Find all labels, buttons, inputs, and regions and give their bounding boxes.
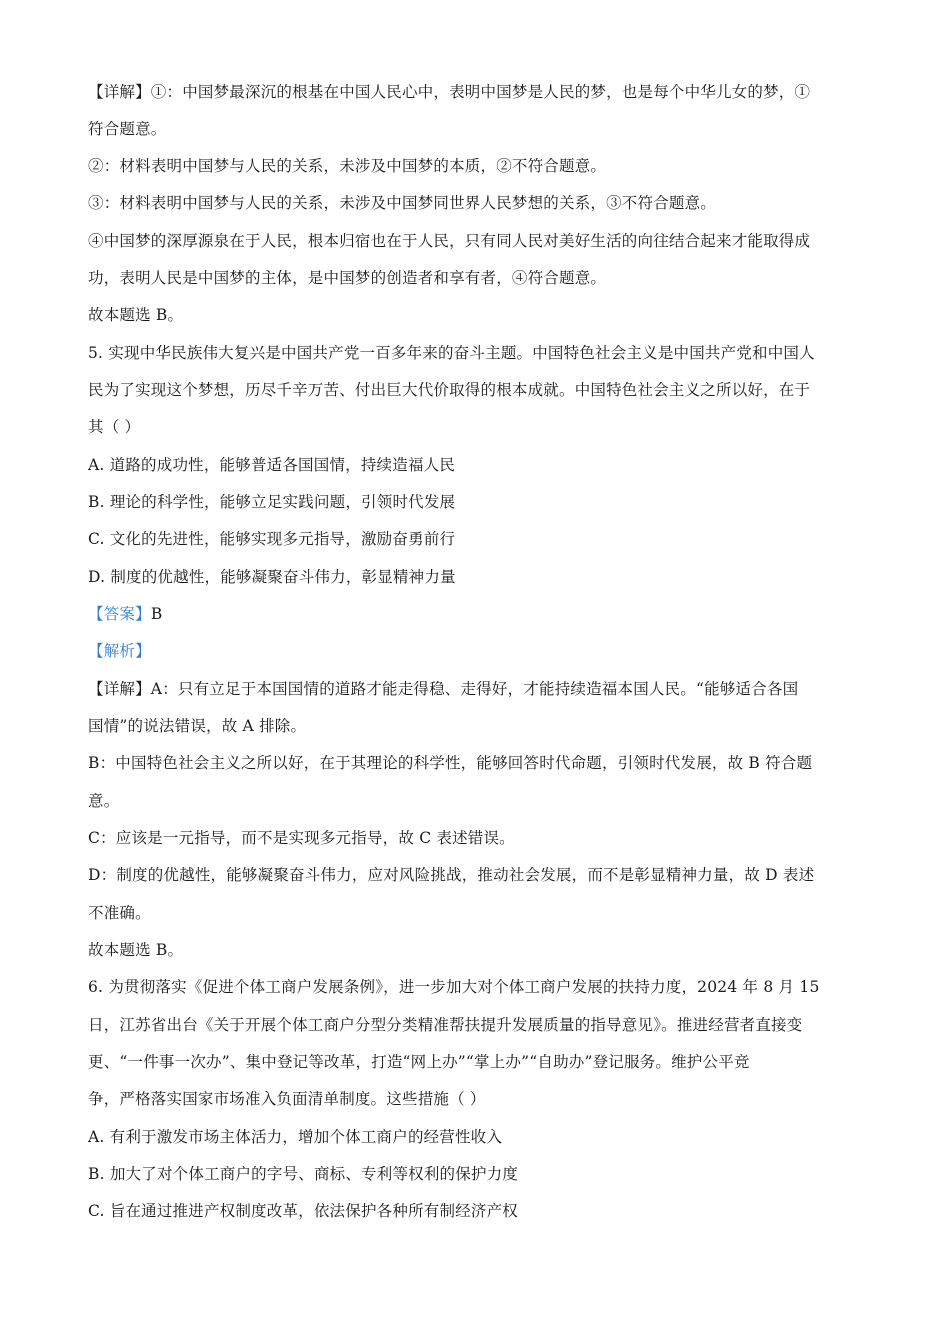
q5-option-a: A. 道路的成功性，能够普适各国国情，持续造福人民 [88, 456, 456, 474]
q6-option-a: A. 有利于激发市场主体活力，增加个体工商户的经营性收入 [88, 1128, 503, 1146]
q5-detail-line-4: 意。 [88, 792, 120, 810]
q4-detail-line-2: 符合题意。 [88, 120, 167, 138]
q5-detail-line-7: 不准确。 [88, 904, 151, 922]
q4-detail-line-6: 功，表明人民是中国梦的主体，是中国梦的创造者和享有者，④符合题意。 [88, 269, 607, 287]
analysis-tag: 【解析】 [88, 642, 151, 660]
q5-conclusion: 故本题选 B。 [88, 941, 184, 959]
q5-option-d: D. 制度的优越性，能够凝聚奋斗伟力，彰显精神力量 [88, 568, 456, 586]
q4-detail-line-1: 【详解】①：中国梦最深沉的根基在中国人民心中，表明中国梦是人民的梦，也是每个中华儿女的梦，① [88, 83, 811, 101]
q6-option-c: C. 旨在通过推进产权制度改革，依法保护各种所有制经济产权 [88, 1202, 518, 1220]
q5-stem-line-1: 5. 实现中华民族伟大复兴是中国共产党一百多年来的奋斗主题。中国特色社会主义是中国共产党和中国人 [88, 344, 815, 362]
q6-stem-line-4: 争，严格落实国家市场准入负面清单制度。这些措施（ ） [88, 1090, 486, 1108]
q4-detail-line-5: ④中国梦的深厚源泉在于人民，根本归宿也在于人民，只有同人民对美好生活的向往结合起来才能取得成 [88, 232, 811, 250]
q6-stem-line-1: 6. 为贯彻落实《促进个体工商户发展条例》，进一步加大对个体工商户发展的扶持力度，2024 年 8 月 15 [88, 978, 820, 996]
q5-stem-line-3: 其（ ） [88, 418, 141, 436]
q5-detail-line-1: 【详解】A：只有立足于本国国情的道路才能走得稳、走得好，才能持续造福本国人民。“能够适合各国 [88, 680, 799, 698]
q6-option-b: B. 加大了对个体工商户的字号、商标、专利等权利的保护力度 [88, 1165, 519, 1183]
answer-value: B [150, 605, 163, 623]
q5-detail-line-5: C：应该是一元指导，而不是实现多元指导，故 C 表述错误。 [88, 829, 515, 847]
q6-stem-line-3: 更、“一件事一次办”、集中登记等改革，打造“网上办”“掌上办”“自助办”登记服务。维护公平竞 [88, 1053, 750, 1071]
q5-answer [88, 604, 868, 624]
q5-detail-line-3: B：中国特色社会主义之所以好，在于其理论的科学性，能够回答时代命题，引领时代发展，故 B 符合题 [88, 754, 813, 772]
q6-stem-line-2: 日，江苏省出台《关于开展个体工商户分型分类精准帮扶提升发展质量的指导意见》。推进经营者直接变 [88, 1016, 803, 1034]
q4-detail-line-4: ③：材料表明中国梦与人民的关系，未涉及中国梦同世界人民梦想的关系，③不符合题意。 [88, 194, 717, 212]
q5-option-b: B. 理论的科学性，能够立足实践问题，引领时代发展 [88, 493, 456, 511]
q5-detail-line-6: D：制度的优越性，能够凝聚奋斗伟力，应对风险挑战，推动社会发展，而不是彰显精神力量，故 D 表述 [88, 866, 815, 884]
q5-detail-line-2: 国情”的说法错误，故 A 排除。 [88, 717, 307, 735]
answer-tag: 【答案】 [88, 605, 151, 623]
q4-detail-line-3: ②：材料表明中国梦与人民的关系，未涉及中国梦的本质，②不符合题意。 [88, 157, 607, 175]
q5-stem-line-2: 民为了实现这个梦想，历尽千辛万苦、付出巨大代价取得的根本成就。中国特色社会主义之所以好，在于 [88, 381, 811, 399]
q5-option-c: C. 文化的先进性，能够实现多元指导，激励奋勇前行 [88, 530, 456, 548]
q4-conclusion: 故本题选 B。 [88, 306, 184, 324]
